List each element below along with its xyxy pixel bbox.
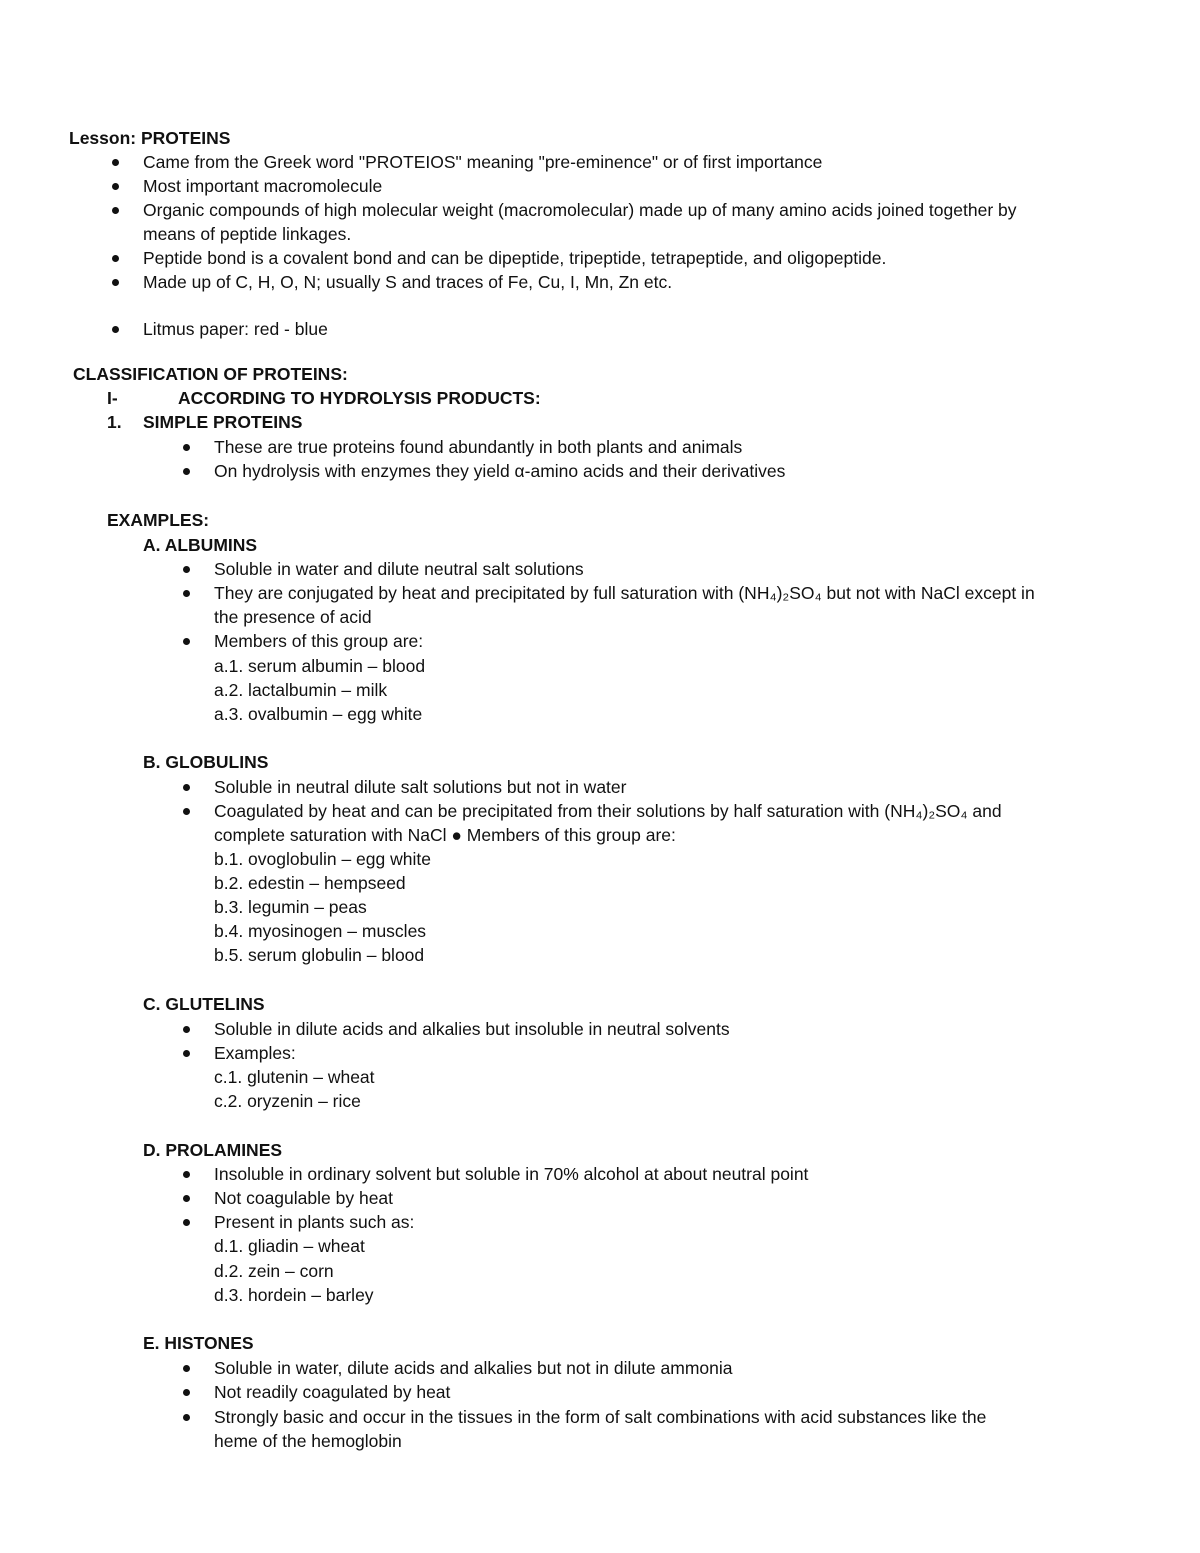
prolamines-title: D. PROLAMINES: [143, 1140, 283, 1160]
bullet-icon: [112, 159, 119, 166]
section-one-number: I-: [107, 388, 118, 408]
classification-heading: CLASSIFICATION OF PROTEINS:: [73, 364, 348, 384]
globulins-member-1: b.1. ovoglobulin – egg white: [214, 849, 431, 869]
bullet-icon: [112, 279, 119, 286]
glutelins-member-1: c.1. glutenin – wheat: [214, 1067, 375, 1087]
bullet-icon: [183, 468, 190, 475]
bullet-icon: [183, 1219, 190, 1226]
bullet-icon: [112, 326, 119, 333]
bullet-icon: [183, 1050, 190, 1057]
bullet-icon: [112, 255, 119, 262]
prolamines-member-2: d.2. zein – corn: [214, 1261, 334, 1281]
prolamines-member-3: d.3. hordein – barley: [214, 1285, 374, 1305]
albumins-member-2: a.2. lactalbumin – milk: [214, 680, 388, 700]
albumins-bullet-1: Soluble in water and dilute neutral salt solutions: [214, 559, 584, 579]
bullet-icon: [183, 1195, 190, 1202]
lesson-title: Lesson: PROTEINS: [69, 128, 231, 148]
bullet-icon: [183, 1365, 190, 1372]
glutelins-member-2: c.2. oryzenin – rice: [214, 1091, 361, 1111]
bullet-icon: [183, 638, 190, 645]
albumins-bullet-2-continued: the presence of acid: [214, 607, 372, 627]
globulins-bullet-1: Soluble in neutral dilute salt solutions but not in water: [214, 777, 627, 797]
bullet-icon: [183, 1389, 190, 1396]
histones-bullet-2: Not readily coagulated by heat: [214, 1382, 451, 1402]
simple-proteins-number: 1.: [107, 412, 122, 432]
albumins-bullet-2: They are conjugated by heat and precipitated by full saturation with (NH₄)₂SO₄ but not with NaCl except in: [214, 583, 1035, 603]
simple-bullet-2: On hydrolysis with enzymes they yield α-amino acids and their derivatives: [214, 461, 786, 481]
bullet-icon: [183, 1171, 190, 1178]
globulins-bullet-2: Coagulated by heat and can be precipitated from their solutions by half saturation with (NH₄)₂SO₄ and: [214, 801, 1002, 821]
globulins-bullet-2-continued: complete saturation with NaCl ● Members of this group are:: [214, 825, 676, 845]
bullet-icon: [183, 590, 190, 597]
intro-bullet-1: Came from the Greek word "PROTEIOS" meaning "pre-eminence" or of first importance: [143, 152, 823, 172]
albumins-member-1: a.1. serum albumin – blood: [214, 656, 426, 676]
intro-bullet-3: Organic compounds of high molecular weight (macromolecular) made up of many amino acids joined together by: [143, 200, 1017, 220]
prolamines-member-1: d.1. gliadin – wheat: [214, 1236, 365, 1256]
globulins-member-3: b.3. legumin – peas: [214, 897, 367, 917]
histones-bullet-1: Soluble in water, dilute acids and alkalies but not in dilute ammonia: [214, 1358, 733, 1378]
globulins-member-2: b.2. edestin – hempseed: [214, 873, 406, 893]
bullet-icon: [183, 566, 190, 573]
globulins-member-4: b.4. myosinogen – muscles: [214, 921, 427, 941]
albumins-member-3: a.3. ovalbumin – egg white: [214, 704, 423, 724]
section-one-title: ACCORDING TO HYDROLYSIS PRODUCTS:: [178, 388, 541, 408]
bullet-icon: [183, 444, 190, 451]
bullet-icon: [112, 183, 119, 190]
bullet-icon: [112, 207, 119, 214]
intro-bullet-6: Litmus paper: red - blue: [143, 319, 328, 339]
prolamines-bullet-1: Insoluble in ordinary solvent but soluble in 70% alcohol at about neutral point: [214, 1164, 809, 1184]
simple-proteins-title: SIMPLE PROTEINS: [143, 412, 303, 432]
bullet-icon: [183, 1414, 190, 1421]
examples-heading: EXAMPLES:: [107, 510, 210, 530]
intro-bullet-4: Peptide bond is a covalent bond and can be dipeptide, tripeptide, tetrapeptide, and oligopeptide.: [143, 248, 887, 268]
intro-bullet-2: Most important macromolecule: [143, 176, 383, 196]
glutelins-bullet-1: Soluble in dilute acids and alkalies but insoluble in neutral solvents: [214, 1019, 730, 1039]
prolamines-bullet-2: Not coagulable by heat: [214, 1188, 394, 1208]
intro-bullet-5: Made up of C, H, O, N; usually S and traces of Fe, Cu, I, Mn, Zn etc.: [143, 272, 673, 292]
intro-bullet-3-continued: means of peptide linkages.: [143, 224, 352, 244]
bullet-icon: [183, 808, 190, 815]
albumins-bullet-3: Members of this group are:: [214, 631, 424, 651]
globulins-title: B. GLOBULINS: [143, 752, 269, 772]
simple-bullet-1: These are true proteins found abundantly in both plants and animals: [214, 437, 743, 457]
globulins-member-5: b.5. serum globulin – blood: [214, 945, 425, 965]
glutelins-title: C. GLUTELINS: [143, 994, 265, 1014]
prolamines-bullet-3: Present in plants such as:: [214, 1212, 415, 1232]
histones-bullet-3-continued: heme of the hemoglobin: [214, 1431, 402, 1451]
histones-bullet-3: Strongly basic and occur in the tissues in the form of salt combinations with acid substances like the: [214, 1407, 987, 1427]
bullet-icon: [183, 1026, 190, 1033]
albumins-title: A. ALBUMINS: [143, 535, 258, 555]
histones-title: E. HISTONES: [143, 1333, 254, 1353]
glutelins-bullet-2: Examples:: [214, 1043, 296, 1063]
bullet-icon: [183, 784, 190, 791]
